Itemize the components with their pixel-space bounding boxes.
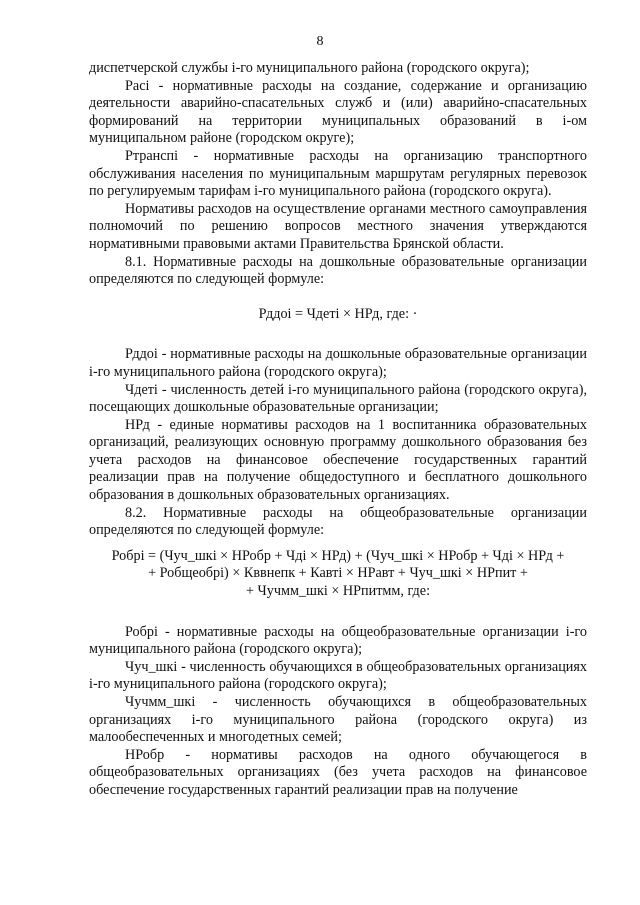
paragraph: Pacі - нормативные расходы на создание, содержание и организацию деятельности аварийно-спасательных служб и (или) аварийно-спасательных формирований на территории муниципальных образований в i-ом муниципальном районе (городском округе); (89, 77, 587, 147)
formula-preschool: Рддоі = Чдеті × НРд, где: · (258, 305, 418, 322)
page-number: 8 (316, 34, 324, 49)
paragraph: Робрі - нормативные расходы на общеобразовательные организации i-го муниципального района (городского округа); (89, 623, 587, 658)
paragraph: 8.1. Нормативные расходы на дошкольные образовательные организации определяются по следующей формуле: (89, 253, 587, 288)
paragraph: 8.2. Нормативные расходы на общеобразовательные организации определяются по следующей формуле: (89, 504, 587, 539)
formula-line: Робрі = (Чуч_шкі × НРобр + Чді × НРд) + (Чуч_шкі × НРобр + Чді × НРд + (111, 547, 565, 564)
formula-line: + Чучмм_шкі × НРпитмм, где: (245, 583, 431, 600)
paragraph: Чуч_шкі - численность обучающихся в общеобразовательных организациях i-го муниципального района (городского округа); (89, 658, 587, 693)
paragraph: Чучмм_шкі - численность обучающихся в общеобразовательных организациях i-го муниципального района (городского округа) из малообеспеченных и многодетных семей; (89, 694, 587, 746)
paragraph: диспетчерской службы i-го муниципального района (городского округа); (89, 60, 530, 76)
paragraph: Рддоі - нормативные расходы на дошкольные образовательные организации i-го муниципального района (городского округа); (89, 346, 587, 380)
document-body (89, 60, 587, 800)
paragraph: Ртранспі - нормативные расходы на организацию транспортного обслуживания населения по муниципальным маршрутам регулярных перевозок по регулируемым тарифам i-го муниципального района (городского округа). (89, 147, 587, 200)
paragraph: Чдеті - численность детей i-го муниципального района (городского округа), посещающих дошкольные образовательные организации; (89, 381, 587, 416)
paragraph: НРобр - нормативы расходов на одного обучающегося в общеобразовательных организациях (без учета расходов на финансовое обеспечение государственных гарантий реализации прав на получение (89, 746, 587, 798)
formula-general-education (89, 548, 587, 601)
formula-line: + Робщеобрі) × Кввнепк + Кавті × НРавт + Чуч_шкі × НРпит + (148, 565, 528, 582)
paragraph: Нормативы расходов на осуществление органами местного самоуправления полномочий по решению вопросов местного значения утверждаются нормативными правовыми актами Правительства Брянской области. (89, 200, 587, 252)
paragraph: НРд - единые нормативы расходов на 1 воспитанника образовательных организаций, реализующих основную программу дошкольного образования без учета расходов на финансовое обеспечение государственных гарантий реализации прав на получение общедоступного и бесплатного дошкольного образования в дошкольных образовательных организациях. (89, 416, 587, 504)
